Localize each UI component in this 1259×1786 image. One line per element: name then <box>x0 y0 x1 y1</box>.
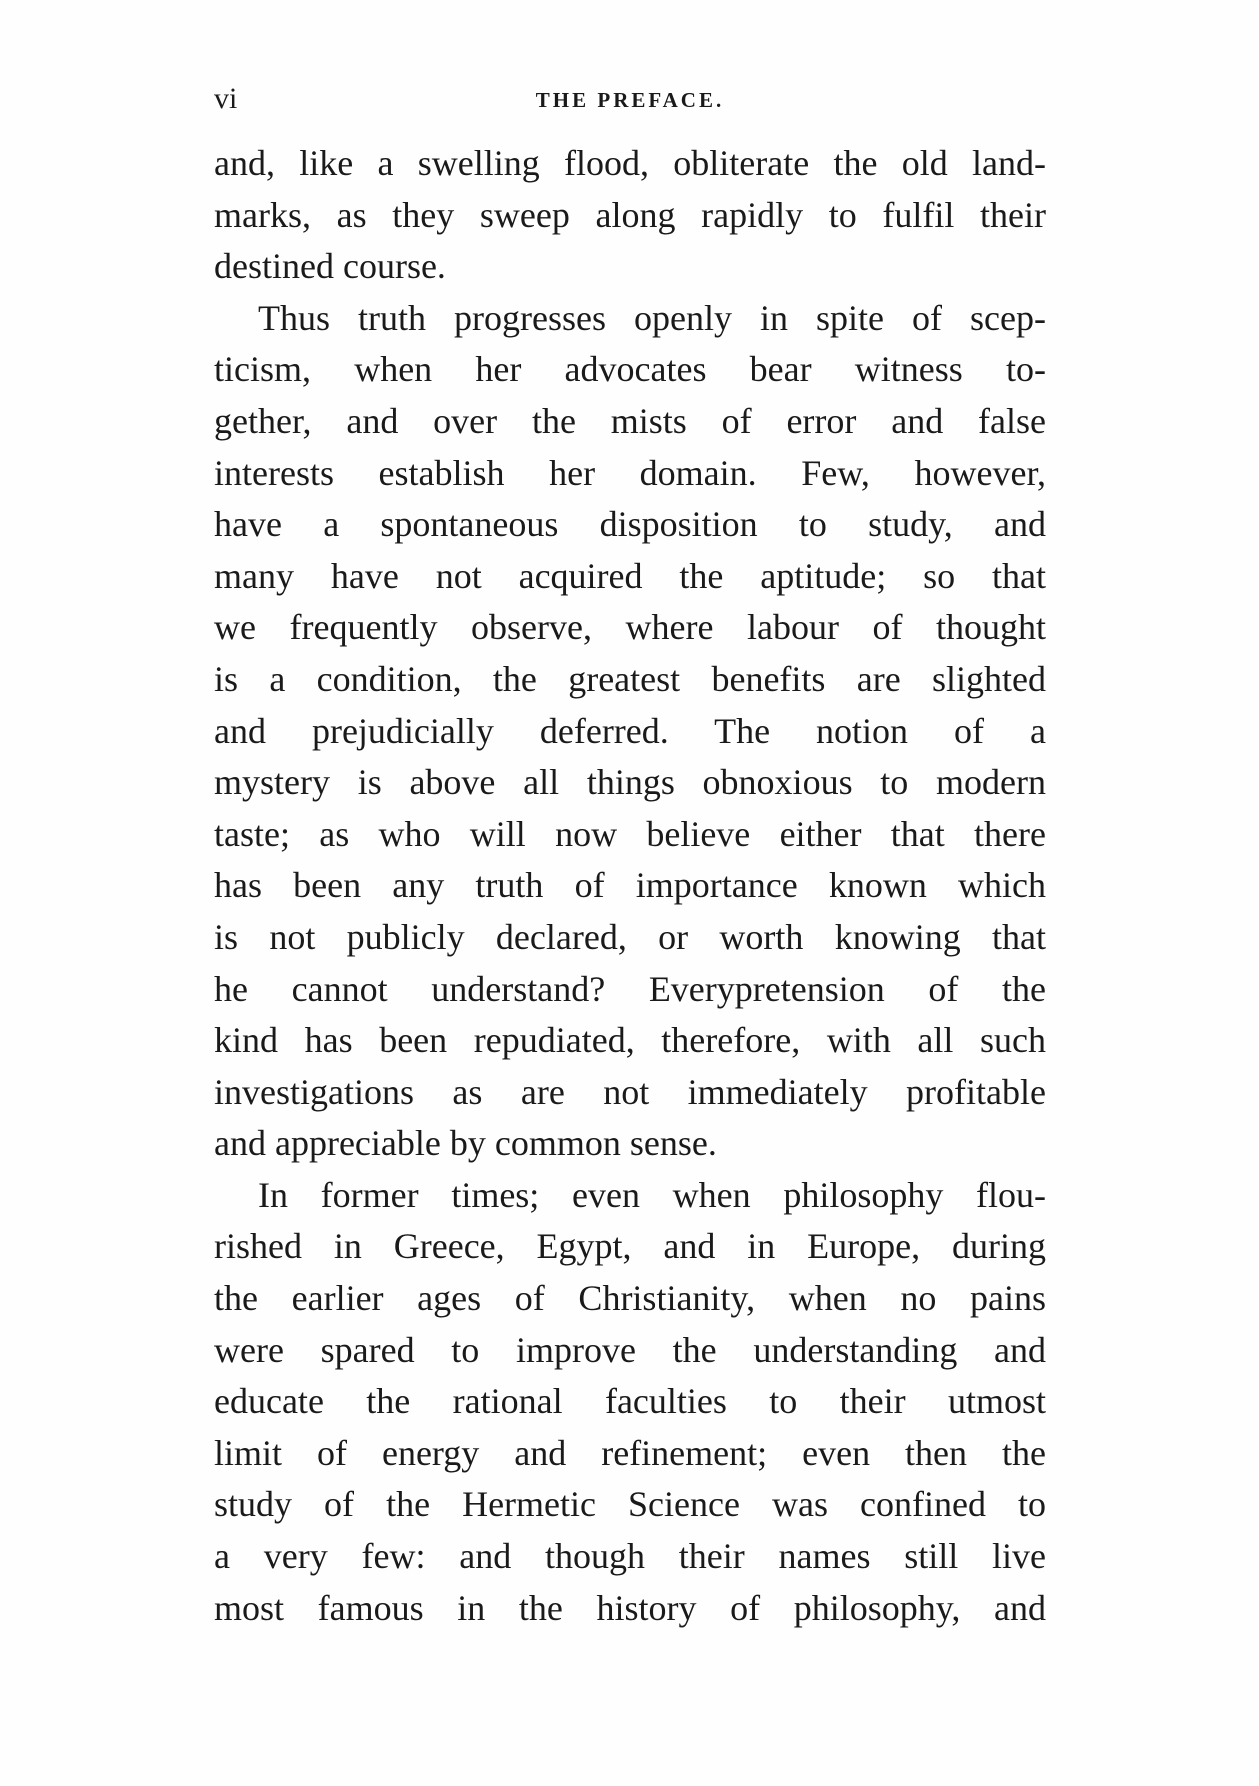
text-line: most famous in the history of philosophy, and <box>214 1587 1046 1628</box>
text-line: educate the rational faculties to their utmost <box>214 1381 1046 1422</box>
text-line: and prejudicially deferred. The notion of a <box>214 710 1046 751</box>
text-line: has been any truth of importance known which <box>214 865 1046 906</box>
text-line: study of the Hermetic Science was confined to <box>214 1484 1046 1525</box>
text-line: kind has been repudiated, therefore, with all such <box>214 1020 1046 1061</box>
text-line: is not publicly declared, or worth knowing that <box>214 916 1046 957</box>
text-line: and, like a swelling flood, obliterate the old land- <box>214 143 1046 183</box>
text-line: mystery is above all things obnoxious to modern <box>214 762 1046 803</box>
text-line: were spared to improve the understanding and <box>214 1329 1046 1370</box>
text-line: limit of energy and refinement; even then the <box>214 1432 1046 1473</box>
text-line: Thus truth progresses openly in spite of scep- <box>258 297 1046 338</box>
text-line: have a spontaneous disposition to study, and <box>214 504 1046 545</box>
text-line: ticism, when her advocates bear witness to- <box>214 349 1046 390</box>
running-title: THE PREFACE. <box>535 88 725 112</box>
text-line: a very few: and though their names still live <box>214 1536 1046 1577</box>
text-line: many have not acquired the aptitude; so that <box>214 555 1046 596</box>
text-line: he cannot understand? Everypretension of the <box>214 968 1046 1009</box>
page-number: vi <box>214 82 238 115</box>
text-line: is a condition, the greatest benefits are slighted <box>214 658 1046 699</box>
running-head <box>214 84 1046 114</box>
text-line: marks, as they sweep along rapidly to fulfil their <box>214 194 1046 235</box>
text-line: and appreciable by common sense. <box>214 1123 717 1164</box>
text-line: taste; as who will now believe either that there <box>214 813 1046 854</box>
text-line: interests establish her domain. Few, however, <box>214 452 1046 493</box>
body-text <box>214 138 1046 1634</box>
text-line: the earlier ages of Christianity, when no pains <box>214 1278 1046 1319</box>
text-line: we frequently observe, where labour of thought <box>214 607 1046 648</box>
text-line: investigations as are not immediately profitable <box>214 1071 1046 1112</box>
text-line: destined course. <box>214 246 446 287</box>
text-line: gether, and over the mists of error and false <box>214 400 1046 441</box>
text-line: rished in Greece, Egypt, and in Europe, during <box>214 1226 1046 1267</box>
text-line: In former times; even when philosophy flou- <box>258 1174 1046 1215</box>
